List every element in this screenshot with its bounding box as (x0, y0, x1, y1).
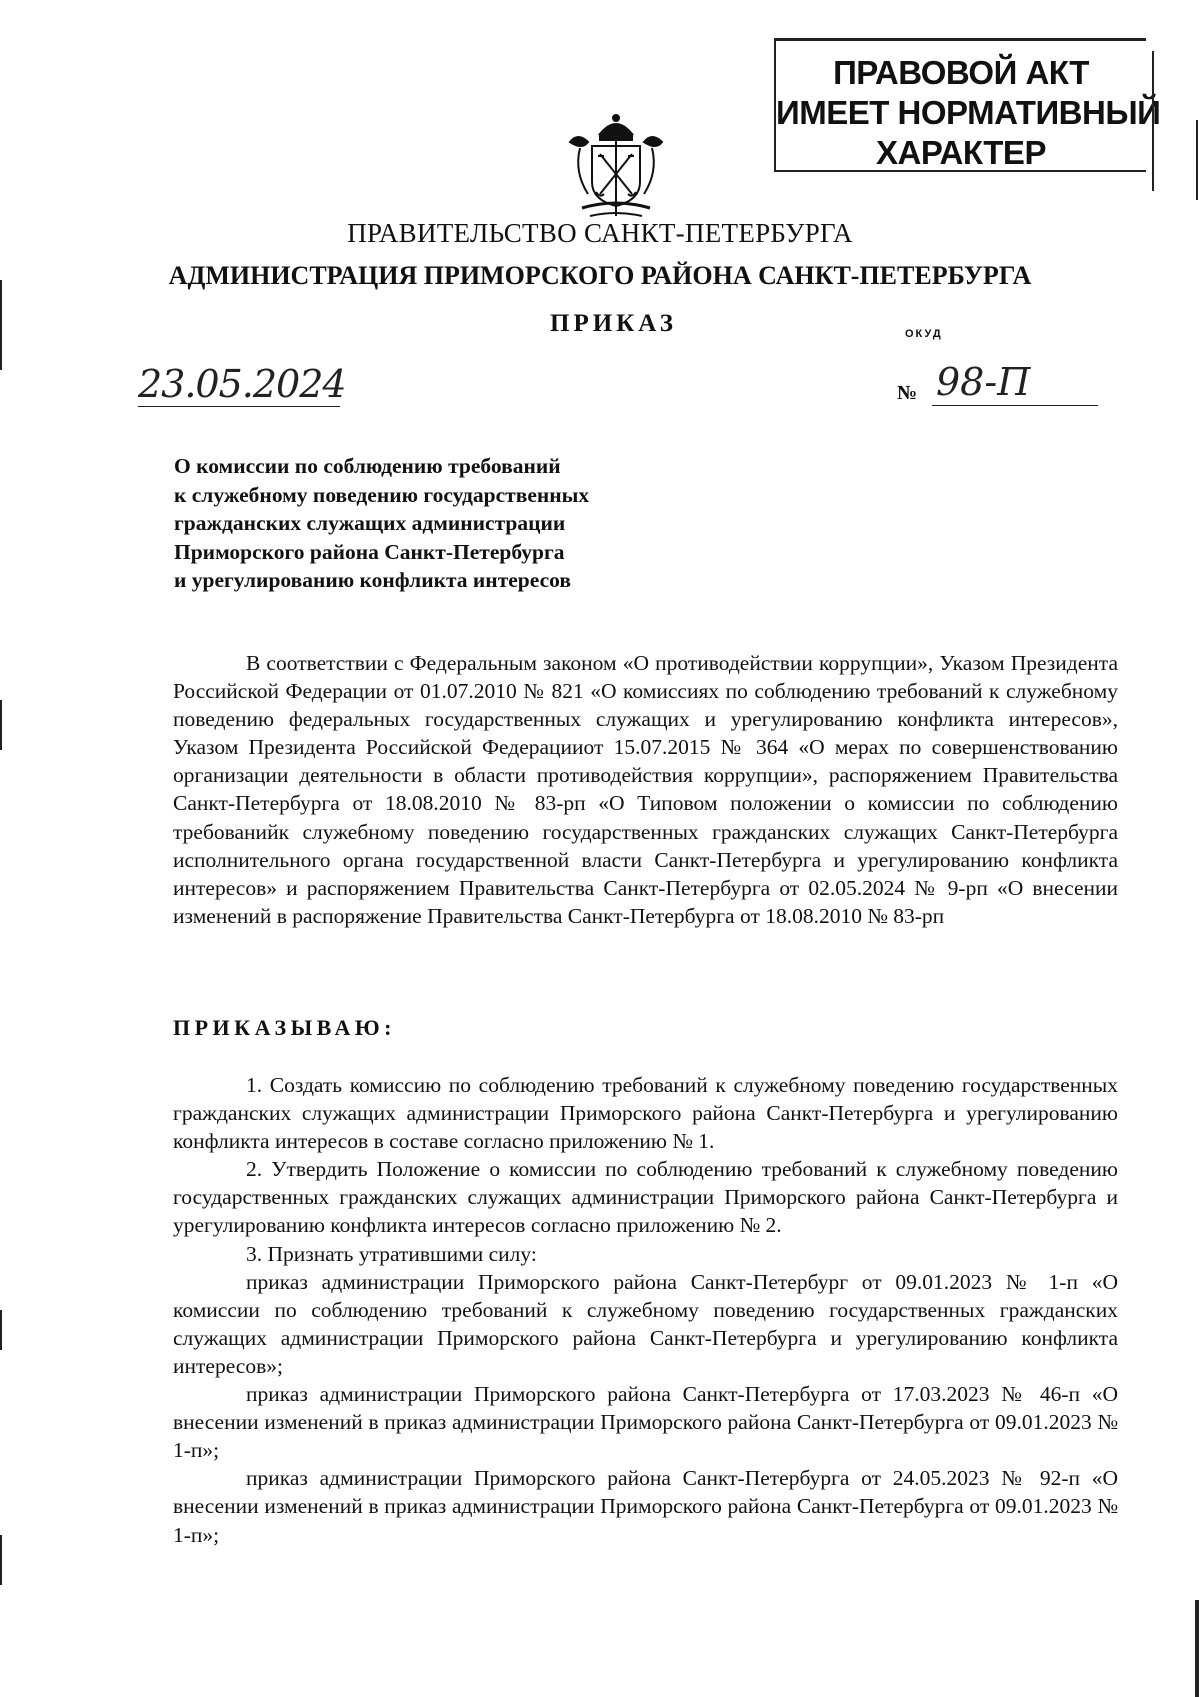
stamp-line-3: ХАРАКТЕР (876, 134, 1046, 171)
stamp-line-1: ПРАВОВОЙ АКТ (833, 54, 1089, 91)
scan-edge-mark (1196, 120, 1198, 200)
order-number: 98-П (932, 360, 1098, 406)
subject-line: к служебному поведению государственных (174, 482, 590, 507)
order-item: 1. Создать комиссию по соблюдению требований к служебному поведению государственных гражданских служащих администрации Приморского района Санкт-Петербурга и урегулированию конфликта интересов в составе согласно приложению № 1. (173, 1073, 1118, 1154)
repealed-order: приказ администрации Приморского района Санкт-Петербурга от 24.05.2023 № 92-п «О внесении изменений в приказ администрации Приморского района Санкт-Петербурга от 09.01.2023 № 1-п»; (173, 1466, 1118, 1547)
saint-petersburg-coat-of-arms-icon (560, 112, 672, 222)
subject-line: Приморского района Санкт-Петербурга (174, 539, 565, 564)
scan-edge-mark (0, 1535, 2, 1585)
order-item: 3. Признать утратившими силу: (246, 1241, 537, 1266)
orders-heading: ПРИКАЗЫВАЮ: (173, 1015, 396, 1040)
order-date: 23.05.2024 (138, 362, 346, 406)
number-sign: № (897, 382, 918, 404)
scan-edge-mark (0, 700, 2, 750)
subject-line: и урегулированию конфликта интересов (174, 568, 571, 592)
scan-edge-mark (0, 1310, 2, 1350)
preamble-paragraph: В соответствии с Федеральным законом «О противодействии коррупции», Указом Президента Российской Федерации от 01.07.2010 № 821 «О комиссиях по соблюдению требований к служебному поведению федеральных государственных служащих и урегулированию конфликта интересов», Указом Президента Российской Федерацииот 15.07.2015 № 364 «О мерах по совершенствованию организации деятельности в области противодействия коррупции», распоряжением Правительства Санкт-Петербурга от 18.08.2010 № 83-рп «О Типовом положении о комиссии по соблюдению требованийк служебному поведению государственных гражданских служащих Санкт-Петербурга исполнительного органа государственной власти Санкт-Петербурга и урегулированию конфликта интересов» и распоряжением Правительства Санкт-Петербурга от 02.05.2024 № 9-рп «О внесении изменений в распоряжение Правительства Санкт-Петербурга от 18.08.2010 № 83-рп (173, 651, 1118, 928)
normative-act-stamp (774, 38, 1161, 172)
document-type-title: ПРИКАЗ (550, 310, 677, 337)
okud-label: ОКУД (905, 328, 943, 340)
subject-line: О комиссии по соблюдению требований (174, 454, 561, 478)
scan-edge-mark (1195, 1600, 1199, 1697)
order-item: 2. Утвердить Положение о комиссии по соблюдению требований к служебному поведению государственных гражданских служащих администрации Приморского района Санкт-Петербурга и урегулированию конфликта интересов согласно приложению № 2. (173, 1157, 1118, 1238)
government-title: ПРАВИТЕЛЬСТВО САНКТ-ПЕТЕРБУРГА (347, 218, 853, 248)
repealed-order: приказ администрации Приморского района Санкт-Петербург от 09.01.2023 № 1-п «О комиссии по соблюдению требований к служебному поведению государственных гражданских служащих администрации Приморского района Санкт-Петербурга и урегулированию конфликта интересов»; (173, 1269, 1118, 1378)
scan-edge-mark (0, 280, 2, 370)
subject-line: гражданских служащих администрации (174, 511, 566, 535)
stamp-line-2: ИМЕЕТ НОРМАТИВНЫЙ (776, 94, 1161, 131)
administration-title: АДМИНИСТРАЦИЯ ПРИМОРСКОГО РАЙОНА САНКТ-ПЕТЕРБУРГА (168, 261, 1032, 290)
order-subject (174, 452, 694, 595)
repealed-order: приказ администрации Приморского района Санкт-Петербурга от 17.03.2023 № 46-п «О внесении изменений в приказ администрации Приморского района Санкт-Петербурга от 09.01.2023 № 1-п»; (173, 1382, 1118, 1463)
order-items (173, 1071, 1118, 1549)
